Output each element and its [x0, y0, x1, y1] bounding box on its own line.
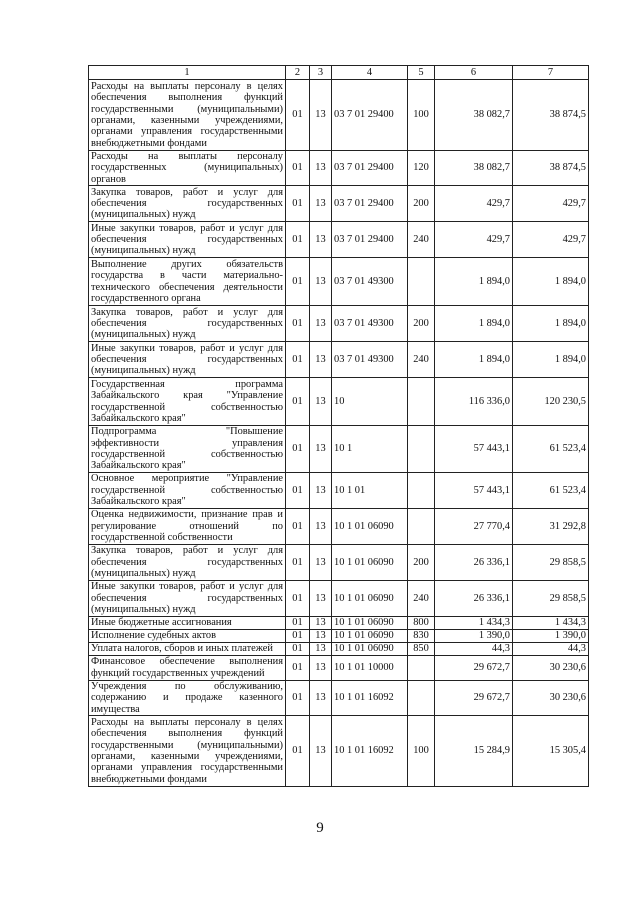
subsection-code: 13 [310, 655, 332, 680]
target-article-code: 10 1 01 16092 [332, 680, 408, 715]
section-code: 01 [286, 306, 310, 342]
subsection-code: 13 [310, 716, 332, 787]
subsection-code: 13 [310, 222, 332, 258]
row-name: Уплата налогов, сборов и иных платежей [89, 642, 286, 655]
amount-year-2: 1 434,3 [513, 616, 589, 629]
expense-type-code: 100 [408, 80, 435, 151]
row-name: Иные бюджетные ассигнования [89, 616, 286, 629]
subsection-code: 13 [310, 580, 332, 616]
expense-type-code: 200 [408, 544, 435, 580]
table-row [89, 680, 589, 715]
expense-type-code [408, 680, 435, 715]
section-code: 01 [286, 342, 310, 378]
header-cell: 2 [286, 66, 310, 80]
amount-year-1: 26 336,1 [435, 580, 513, 616]
table-body [89, 66, 589, 787]
amount-year-2: 1 894,0 [513, 342, 589, 378]
subsection-code: 13 [310, 508, 332, 544]
target-article-code: 03 7 01 29400 [332, 80, 408, 151]
expense-type-code: 240 [408, 580, 435, 616]
target-article-code: 10 1 [332, 426, 408, 473]
page-number: 9 [316, 820, 324, 836]
row-name: Исполнение судебных актов [89, 629, 286, 642]
amount-year-2: 30 230,6 [513, 680, 589, 715]
expense-type-code: 120 [408, 151, 435, 186]
section-code: 01 [286, 508, 310, 544]
target-article-code: 10 1 01 06090 [332, 616, 408, 629]
subsection-code: 13 [310, 680, 332, 715]
target-article-code: 10 1 01 06090 [332, 580, 408, 616]
table-row [89, 655, 589, 680]
subsection-code: 13 [310, 80, 332, 151]
amount-year-1: 429,7 [435, 186, 513, 222]
subsection-code: 13 [310, 258, 332, 306]
amount-year-1: 116 336,0 [435, 378, 513, 426]
header-cell: 6 [435, 66, 513, 80]
table-row [89, 151, 589, 186]
table-row [89, 378, 589, 426]
expense-type-code: 100 [408, 716, 435, 787]
table-row [89, 258, 589, 306]
row-name: Иные закупки товаров, работ и услуг для обеспечения государственных (муниципальных) нужд [89, 342, 286, 378]
amount-year-1: 15 284,9 [435, 716, 513, 787]
target-article-code: 10 1 01 16092 [332, 716, 408, 787]
section-code: 01 [286, 80, 310, 151]
row-name: Иные закупки товаров, работ и услуг для обеспечения государственных (муниципальных) нужд [89, 222, 286, 258]
section-code: 01 [286, 151, 310, 186]
subsection-code: 13 [310, 544, 332, 580]
expense-type-code: 200 [408, 186, 435, 222]
amount-year-1: 57 443,1 [435, 426, 513, 473]
expense-type-code [408, 258, 435, 306]
table-row [89, 642, 589, 655]
amount-year-2: 1 894,0 [513, 258, 589, 306]
row-name: Расходы на выплаты персоналу в целях обеспечения выполнения функций государственными (муниципальными) органами, казенными учреждениями, органами управления государственными внебюджетными фондами [89, 80, 286, 151]
row-name: Оценка недвижимости, признание прав и регулирование отношений по государственной собственности [89, 508, 286, 544]
table-row [89, 186, 589, 222]
expense-type-code [408, 426, 435, 473]
subsection-code: 13 [310, 629, 332, 642]
target-article-code: 10 1 01 06090 [332, 508, 408, 544]
amount-year-2: 38 874,5 [513, 80, 589, 151]
table-row [89, 629, 589, 642]
amount-year-1: 1 434,3 [435, 616, 513, 629]
subsection-code: 13 [310, 186, 332, 222]
subsection-code: 13 [310, 306, 332, 342]
section-code: 01 [286, 580, 310, 616]
amount-year-2: 44,3 [513, 642, 589, 655]
amount-year-2: 31 292,8 [513, 508, 589, 544]
amount-year-2: 429,7 [513, 222, 589, 258]
header-row [89, 66, 589, 80]
subsection-code: 13 [310, 378, 332, 426]
header-cell: 3 [310, 66, 332, 80]
section-code: 01 [286, 222, 310, 258]
amount-year-2: 429,7 [513, 186, 589, 222]
row-name: Основное мероприятие "Управление государственной собственностью Забайкальского края" [89, 472, 286, 508]
table-row [89, 544, 589, 580]
table-row [89, 222, 589, 258]
row-name: Выполнение других обязательств государства в части материально-технического обеспечения деятельности государственного органа [89, 258, 286, 306]
target-article-code: 10 [332, 378, 408, 426]
row-name: Государственная программа Забайкальского края "Управление государственной собственностью Забайкальского края" [89, 378, 286, 426]
row-name: Подпрограмма "Повышение эффективности управления государственной собственностью Забайкальского края" [89, 426, 286, 473]
table-row [89, 616, 589, 629]
expense-type-code [408, 655, 435, 680]
row-name: Расходы на выплаты персоналу в целях обеспечения выполнения функций государственными (муниципальными) органами, казенными учреждениями, органами управления государственными внебюджетными фондами [89, 716, 286, 787]
row-name: Закупка товаров, работ и услуг для обеспечения государственных (муниципальных) нужд [89, 544, 286, 580]
amount-year-1: 38 082,7 [435, 151, 513, 186]
target-article-code: 03 7 01 29400 [332, 151, 408, 186]
subsection-code: 13 [310, 151, 332, 186]
amount-year-1: 57 443,1 [435, 472, 513, 508]
table-row [89, 342, 589, 378]
subsection-code: 13 [310, 642, 332, 655]
subsection-code: 13 [310, 472, 332, 508]
expense-type-code [408, 472, 435, 508]
amount-year-2: 29 858,5 [513, 544, 589, 580]
amount-year-2: 15 305,4 [513, 716, 589, 787]
row-name: Финансовое обеспечение выполнения функций государственных учреждений [89, 655, 286, 680]
amount-year-1: 29 672,7 [435, 655, 513, 680]
subsection-code: 13 [310, 616, 332, 629]
expense-type-code [408, 378, 435, 426]
amount-year-1: 38 082,7 [435, 80, 513, 151]
amount-year-2: 38 874,5 [513, 151, 589, 186]
header-cell: 5 [408, 66, 435, 80]
row-name: Учреждения по обслуживанию, содержанию и продаже казенного имущества [89, 680, 286, 715]
amount-year-2: 61 523,4 [513, 426, 589, 473]
table-row [89, 508, 589, 544]
section-code: 01 [286, 378, 310, 426]
row-name: Расходы на выплаты персоналу государственных (муниципальных) органов [89, 151, 286, 186]
table-row [89, 472, 589, 508]
amount-year-1: 26 336,1 [435, 544, 513, 580]
amount-year-1: 1 390,0 [435, 629, 513, 642]
target-article-code: 03 7 01 49300 [332, 258, 408, 306]
amount-year-1: 429,7 [435, 222, 513, 258]
amount-year-2: 1 894,0 [513, 306, 589, 342]
target-article-code: 03 7 01 29400 [332, 222, 408, 258]
row-name: Закупка товаров, работ и услуг для обеспечения государственных (муниципальных) нужд [89, 186, 286, 222]
amount-year-2: 120 230,5 [513, 378, 589, 426]
target-article-code: 10 1 01 06090 [332, 544, 408, 580]
section-code: 01 [286, 472, 310, 508]
amount-year-1: 1 894,0 [435, 342, 513, 378]
expense-type-code: 240 [408, 342, 435, 378]
target-article-code: 03 7 01 29400 [332, 186, 408, 222]
section-code: 01 [286, 716, 310, 787]
header-cell: 7 [513, 66, 589, 80]
table-row [89, 426, 589, 473]
amount-year-2: 29 858,5 [513, 580, 589, 616]
table-row [89, 80, 589, 151]
section-code: 01 [286, 655, 310, 680]
subsection-code: 13 [310, 342, 332, 378]
target-article-code: 10 1 01 [332, 472, 408, 508]
target-article-code: 10 1 01 06090 [332, 629, 408, 642]
amount-year-1: 29 672,7 [435, 680, 513, 715]
amount-year-1: 44,3 [435, 642, 513, 655]
table-row [89, 580, 589, 616]
expense-type-code [408, 508, 435, 544]
header-cell: 1 [89, 66, 286, 80]
section-code: 01 [286, 680, 310, 715]
amount-year-2: 61 523,4 [513, 472, 589, 508]
target-article-code: 03 7 01 49300 [332, 306, 408, 342]
expense-type-code: 200 [408, 306, 435, 342]
target-article-code: 10 1 01 06090 [332, 642, 408, 655]
amount-year-2: 30 230,6 [513, 655, 589, 680]
section-code: 01 [286, 426, 310, 473]
expense-type-code: 850 [408, 642, 435, 655]
target-article-code: 10 1 01 10000 [332, 655, 408, 680]
header-cell: 4 [332, 66, 408, 80]
expense-type-code: 800 [408, 616, 435, 629]
table-row [89, 306, 589, 342]
section-code: 01 [286, 258, 310, 306]
amount-year-1: 27 770,4 [435, 508, 513, 544]
row-name: Иные закупки товаров, работ и услуг для обеспечения государственных (муниципальных) нужд [89, 580, 286, 616]
section-code: 01 [286, 616, 310, 629]
target-article-code: 03 7 01 49300 [332, 342, 408, 378]
expense-type-code: 830 [408, 629, 435, 642]
subsection-code: 13 [310, 426, 332, 473]
budget-table [88, 65, 589, 787]
amount-year-2: 1 390,0 [513, 629, 589, 642]
amount-year-1: 1 894,0 [435, 306, 513, 342]
section-code: 01 [286, 186, 310, 222]
amount-year-1: 1 894,0 [435, 258, 513, 306]
section-code: 01 [286, 629, 310, 642]
section-code: 01 [286, 642, 310, 655]
expense-type-code: 240 [408, 222, 435, 258]
table-row [89, 716, 589, 787]
section-code: 01 [286, 544, 310, 580]
row-name: Закупка товаров, работ и услуг для обеспечения государственных (муниципальных) нужд [89, 306, 286, 342]
